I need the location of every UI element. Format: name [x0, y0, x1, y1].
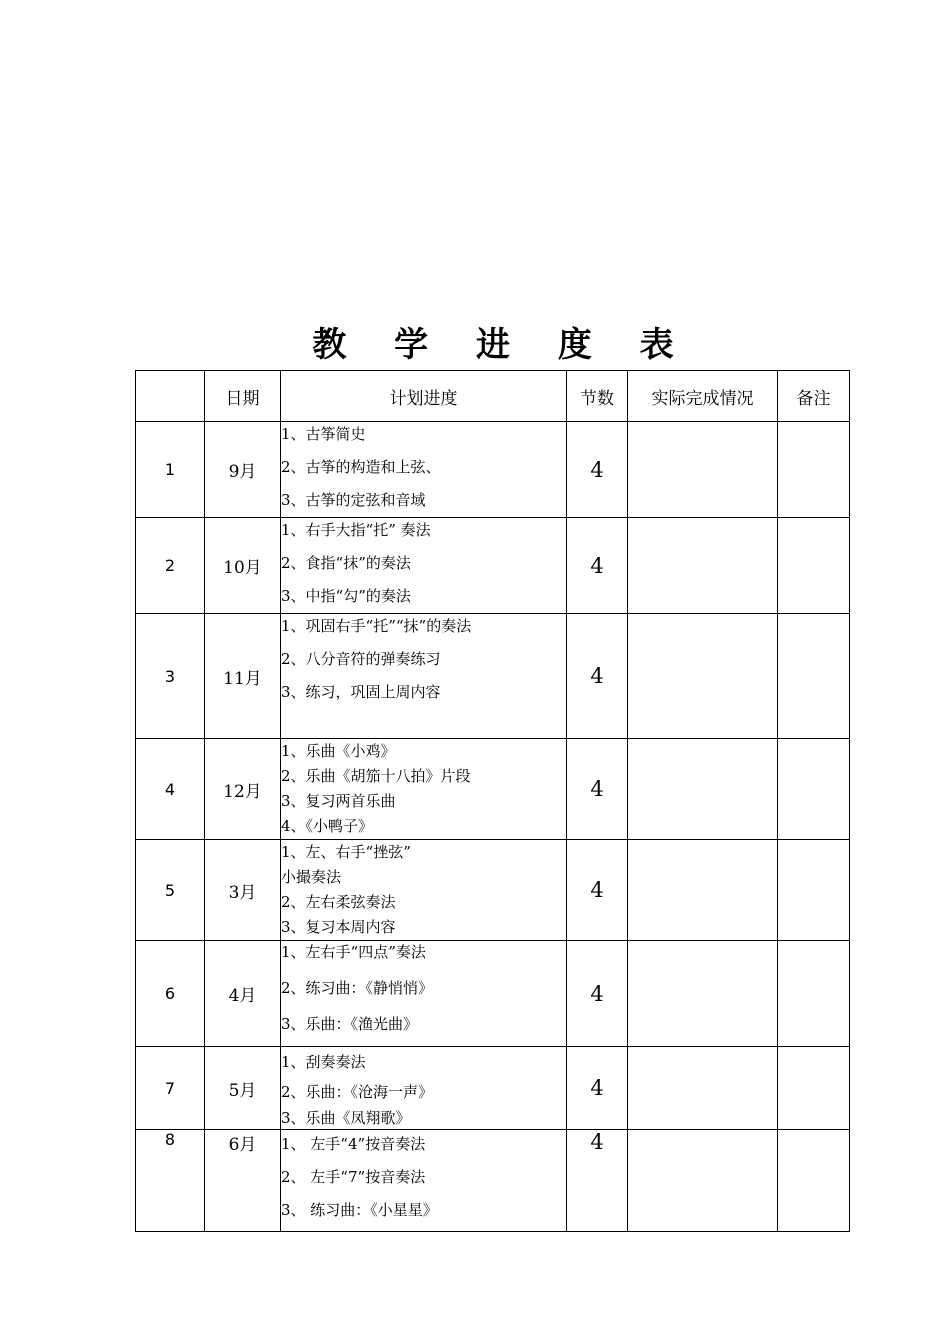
- plan-line: 1、巩固右手“托”“抹”的奏法: [281, 617, 472, 635]
- plan-line: 3、复习本周内容: [281, 918, 396, 936]
- row-sessions: 4: [567, 739, 628, 840]
- row-number: 5: [136, 840, 205, 941]
- row-month: 10月: [205, 518, 281, 614]
- row-actual: [628, 739, 778, 840]
- table-row: [136, 1130, 850, 1232]
- plan-line: 2、八分音符的弹奏练习: [281, 650, 441, 668]
- row-sessions: 4: [567, 1047, 628, 1130]
- plan-line: 1、 左手“4”按音奏法: [281, 1135, 426, 1153]
- plan-line: 1、刮奏奏法: [281, 1053, 366, 1071]
- row-month: 6月: [205, 1130, 281, 1232]
- plan-line: 3、乐曲：《渔光曲》: [281, 1015, 419, 1033]
- row-sessions: 4: [567, 518, 628, 614]
- table-row: [136, 518, 850, 614]
- table-row: [136, 739, 850, 840]
- row-month: 9月: [205, 422, 281, 518]
- row-month: 4月: [205, 941, 281, 1047]
- plan-line: 2、食指“抹”的奏法: [281, 554, 411, 572]
- row-actual: [628, 518, 778, 614]
- row-month: 5月: [205, 1047, 281, 1130]
- row-month: 3月: [205, 840, 281, 941]
- row-plan: [281, 941, 567, 1047]
- row-plan: [281, 739, 567, 840]
- plan-line: 2、古筝的构造和上弦、: [281, 458, 441, 476]
- row-remarks: [778, 1047, 850, 1130]
- table-row: [136, 614, 850, 739]
- row-sessions: 4: [567, 614, 628, 739]
- row-number: 4: [136, 739, 205, 840]
- row-sessions: 4: [567, 941, 628, 1047]
- plan-line: 1、乐曲《小鸡》: [281, 742, 396, 760]
- row-remarks: [778, 941, 850, 1047]
- row-actual: [628, 614, 778, 739]
- plan-line: 3、古筝的定弦和音域: [281, 491, 426, 509]
- row-sessions: 4: [567, 1130, 628, 1232]
- plan-line: 1、右手大指“托” 奏法: [281, 521, 431, 539]
- plan-line: 2、乐曲：《沧海一声》: [281, 1083, 434, 1101]
- plan-line: 1、左、右手“挫弦”: [281, 843, 411, 861]
- row-plan: [281, 614, 567, 739]
- plan-line: 1、左右手“四点”奏法: [281, 943, 426, 961]
- plan-line: 2、乐曲《胡笳十八拍》片段: [281, 767, 471, 785]
- plan-line: 4、《小鸭子》: [281, 817, 374, 835]
- plan-line: 2、练习曲：《静悄悄》: [281, 979, 434, 997]
- row-plan: [281, 518, 567, 614]
- plan-line: 2、左右柔弦奏法: [281, 893, 396, 911]
- row-sessions: 4: [567, 840, 628, 941]
- row-month: 11月: [205, 614, 281, 739]
- plan-line: 小撮奏法: [281, 868, 342, 886]
- table-row: [136, 1047, 850, 1130]
- plan-line: 3、 练习曲：《小星星》: [281, 1201, 438, 1219]
- row-number: 1: [136, 422, 205, 518]
- row-remarks: [778, 614, 850, 739]
- row-plan: [281, 422, 567, 518]
- header-date: 日期: [205, 371, 281, 422]
- row-number: 6: [136, 941, 205, 1047]
- table-row: [136, 941, 850, 1047]
- table-row: [136, 840, 850, 941]
- row-plan: [281, 840, 567, 941]
- page-title: 教 学 进 度 表: [312, 325, 692, 365]
- row-actual: [628, 840, 778, 941]
- row-remarks: [778, 518, 850, 614]
- plan-line: 3、中指“勾”的奏法: [281, 587, 411, 605]
- header-row: [136, 371, 850, 422]
- header-no: [136, 371, 205, 422]
- header-remarks: 备注: [778, 371, 850, 422]
- row-sessions: 4: [567, 422, 628, 518]
- row-actual: [628, 941, 778, 1047]
- row-actual: [628, 1130, 778, 1232]
- row-remarks: [778, 1130, 850, 1232]
- plan-line: 2、 左手“7”按音奏法: [281, 1168, 426, 1186]
- row-number: 3: [136, 614, 205, 739]
- plan-line: 3、乐曲《凤翔歌》: [281, 1109, 411, 1127]
- header-actual: 实际完成情况: [628, 371, 778, 422]
- header-sessions: 节数: [567, 371, 628, 422]
- row-plan: [281, 1047, 567, 1130]
- header-plan: 计划进度: [281, 371, 567, 422]
- row-number: 2: [136, 518, 205, 614]
- row-actual: [628, 422, 778, 518]
- row-month: 12月: [205, 739, 281, 840]
- row-remarks: [778, 739, 850, 840]
- row-number: 7: [136, 1047, 205, 1130]
- row-number: 8: [136, 1130, 205, 1232]
- row-remarks: [778, 422, 850, 518]
- plan-line: 1、古筝简史: [281, 425, 366, 443]
- row-remarks: [778, 840, 850, 941]
- plan-line: 3、复习两首乐曲: [281, 792, 396, 810]
- plan-line: 3、练习，巩固上周内容: [281, 683, 441, 701]
- row-plan: [281, 1130, 567, 1232]
- table-row: [136, 422, 850, 518]
- schedule-table: [135, 370, 850, 1232]
- row-actual: [628, 1047, 778, 1130]
